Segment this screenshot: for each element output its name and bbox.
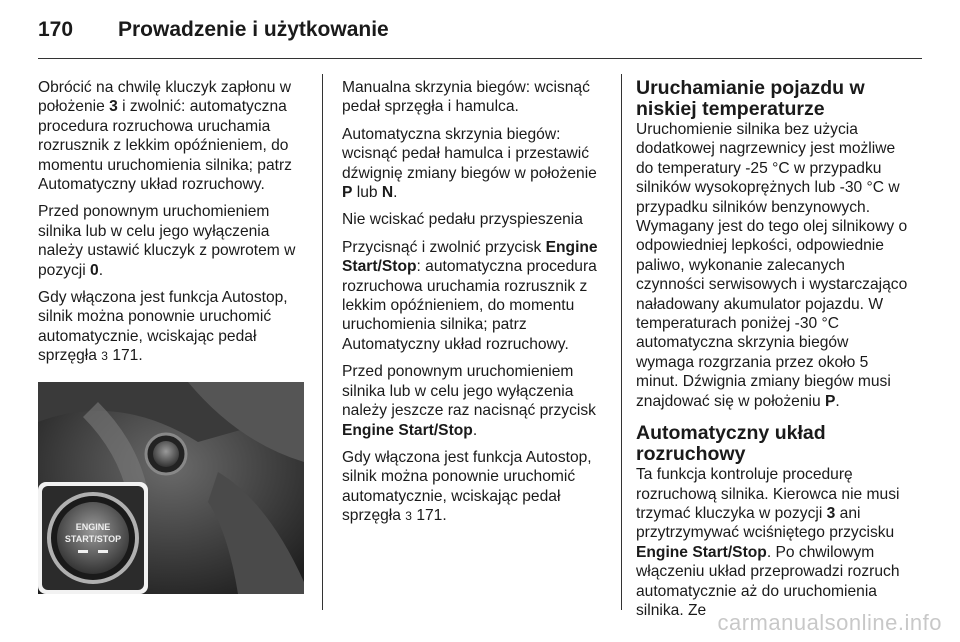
paragraph: Przed ponownym uruchomieniem silnika lub w celu jego wyłączenia należy jeszcze raz nacisnąć przycisk Engine Start/Stop. <box>342 363 596 439</box>
paragraph: Obrócić na chwilę kluczyk zapłonu w położenie 3 i zwolnić: automatyczna procedura rozruchowa uruchamia rozrusznik z lekkim opóźnieniem, do momentu uruchomienia silnika; patrz Automatyczny układ rozruchowy. <box>38 79 292 194</box>
column-2 <box>342 78 606 535</box>
paragraph: Gdy włączona jest funkcja Autostop, silnik można ponownie uruchomić automatycznie, wciskając pedał sprzęgła 3 171. <box>38 289 288 365</box>
page-ref-arrow-icon: 3 <box>101 349 108 364</box>
button-label-line2: START/STOP <box>64 534 122 544</box>
button-label-line1: ENGINE <box>75 522 111 532</box>
engine-start-stop-photo <box>38 382 304 594</box>
page-header <box>38 14 922 54</box>
paragraph: Nie wciskać pedału przyspieszenia <box>342 211 583 229</box>
paragraph: Ta funkcja kontroluje procedurę rozruchową silnika. Kierowca nie musi trzymać kluczyka w pozycji 3 ani przytrzymywać wciśniętego przycisku Engine Start/Stop. Po chwilowym włączeniu układ przeprowadzi rozruch automatycznie aż do uruchomienia silnika. Ze <box>636 466 900 619</box>
column-divider <box>621 74 622 610</box>
paragraph: Manualna skrzynia biegów: wcisnąć pedał sprzęgła i hamulca. <box>342 79 590 116</box>
column-divider <box>322 74 323 610</box>
page-reference[interactable]: 171 <box>112 347 139 365</box>
page-title: Prowadzenie i użytkowanie <box>118 18 389 41</box>
watermark: carmanualsonline.info <box>717 610 942 635</box>
section-heading: Automatyczny układ rozruchowy <box>636 422 826 466</box>
paragraph: Uruchomienie silnika bez użycia dodatkowej nagrzewnicy jest możliwe do temperatury -25 °C w przypadku silników wysokoprężnych lub -30 °C w przypadku silników benzynowych. Wymagany jest do tego olej silnikowy o odpowiedniej lepkości, odpowiednie paliwo, wykonanie zalecanych czynności serwisowych i wystarczająco naładowany akumulator pojazdu. W temperaturach poniżej -30 °C automatyczna skrzynia biegów wymaga rozgrzania przez około 5 minut. Dźwignia zmiany biegów musi znajdować się w położeniu P. <box>636 121 908 410</box>
header-rule <box>38 58 922 59</box>
page-number: 170 <box>38 18 74 41</box>
page-reference[interactable]: 171 <box>416 507 443 525</box>
column-3 <box>636 74 908 628</box>
paragraph: Automatyczna skrzynia biegów: wcisnąć pedał hamulca i przestawić dźwignię zmiany biegów w położenie P lub N. <box>342 125 597 202</box>
paragraph: Przed ponownym uruchomieniem silnika lub w celu jego wyłączenia należy ustawić kluczyk z powrotem w pozycji 0. <box>38 203 296 279</box>
section-heading: Uruchamianie pojazdu w niskiej temperaturze <box>636 77 865 120</box>
paragraph: Gdy włączona jest funkcja Autostop, silnik można ponownie uruchomić automatycznie, wciskając pedał sprzęgła 3 171. <box>342 448 592 525</box>
page-ref-arrow-icon: 3 <box>405 509 412 524</box>
paragraph: Przycisnąć i zwolnić przycisk Engine Start/Stop: automatyczna procedura rozruchowa uruchamia rozrusznik z lekkim opóźnieniem, do momentu uruchomienia silnika; patrz Automatyczny układ rozruchowy. <box>342 238 598 353</box>
